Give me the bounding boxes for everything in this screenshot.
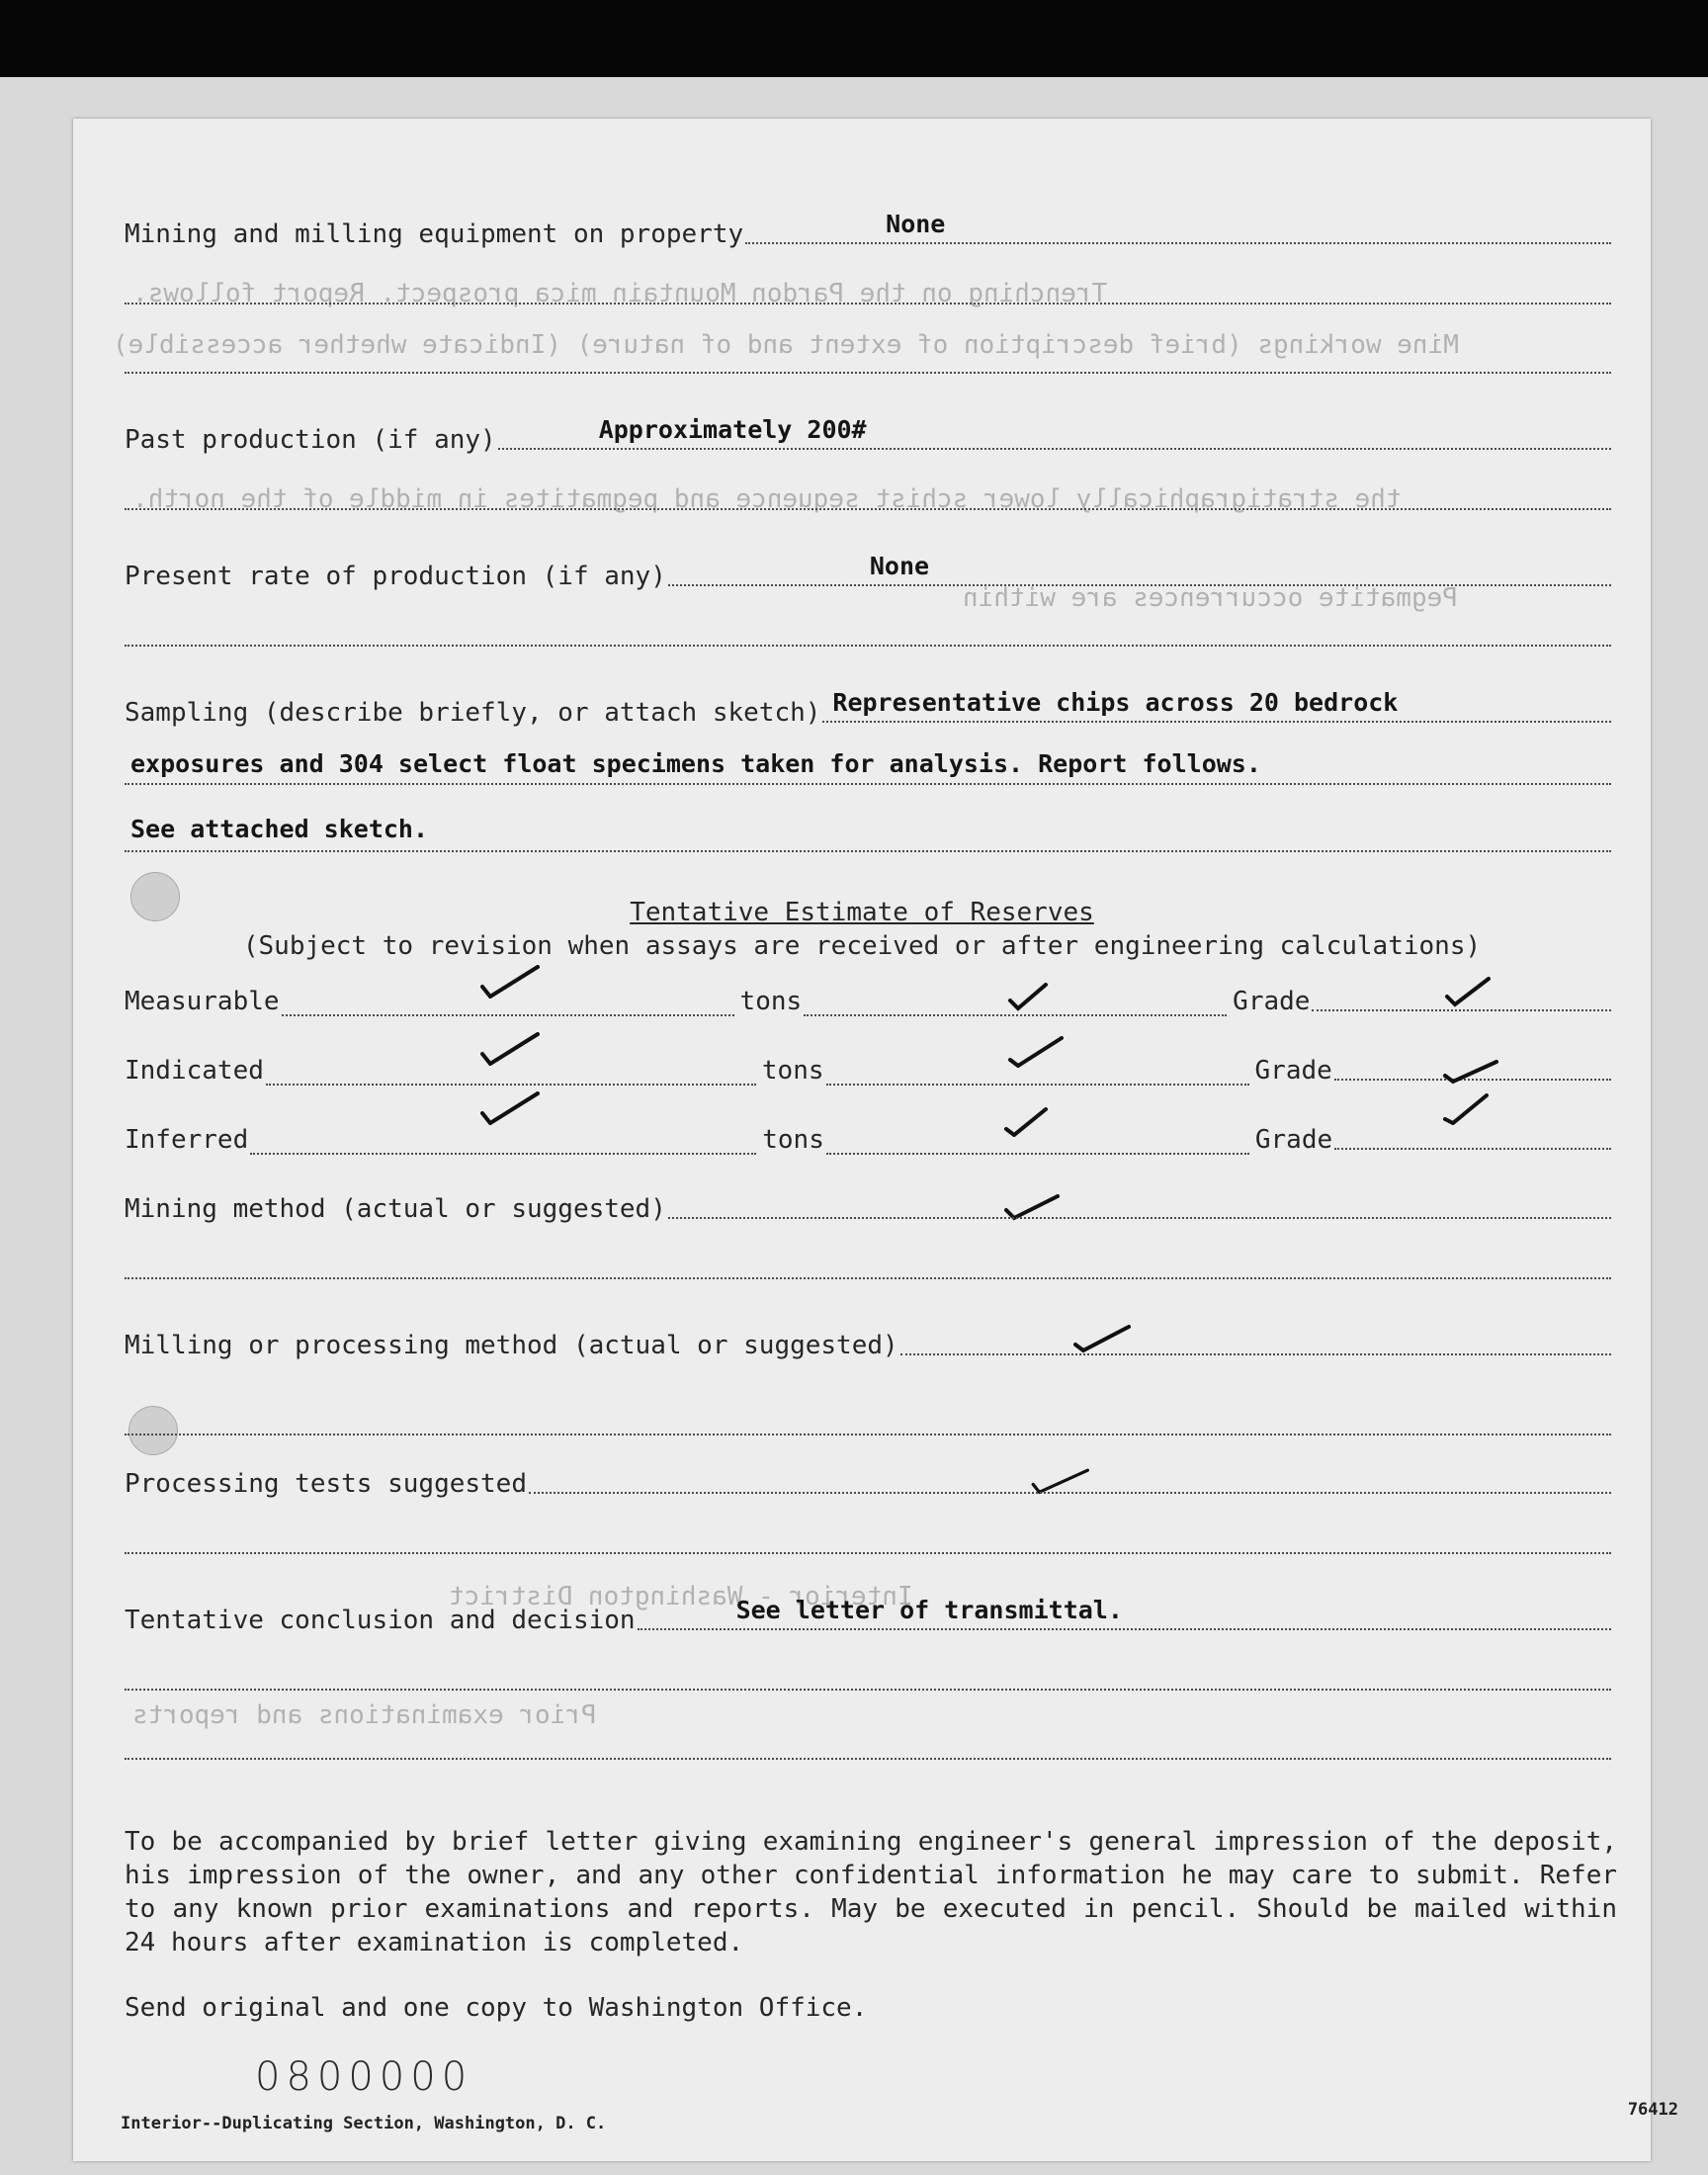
conclusion-row (125, 1596, 1611, 1635)
processing-tests-line[interactable] (529, 1490, 1611, 1494)
reserves-label: Measurable (125, 987, 280, 1016)
check-mark-icon (1002, 1103, 1062, 1137)
check-mark-icon (480, 1091, 540, 1125)
printer-line: Interior--Duplicating Section, Washington, D. C. (121, 2114, 607, 2133)
tons-label: tons (761, 1056, 824, 1086)
reserves-label: Indicated (125, 1056, 264, 1086)
check-mark-icon (1006, 979, 1066, 1012)
sampling-line[interactable] (822, 688, 1611, 723)
measurable-amount-line[interactable] (282, 1012, 734, 1016)
processing-tests-row (125, 1459, 1611, 1499)
sampling-label: Sampling (describe briefly, or attach sketch) (125, 698, 821, 728)
bleedthrough-text: Trenching on the Pardon Mountain mica prospect. Report follows. (132, 279, 1108, 308)
reserves-row-inferred (125, 1115, 1611, 1155)
blank-line (125, 850, 1611, 852)
sampling-row (125, 688, 1611, 728)
instructions-paragraph: To be accompanied by brief letter giving examining engineer's general impression of the deposit, his impression of the owner, and any other confidential information he may care to submit. Refer to any known prior examinations and reports. May be executed in pencil. Should be mailed within 24 hours after examination is completed. (125, 1827, 1617, 1958)
indicated-amount-line[interactable] (266, 1082, 756, 1086)
reserves-subtitle: (Subject to revision when assays are received or after engineering calculations) (242, 931, 1482, 961)
past-production-value: Approximately 200# (598, 415, 867, 444)
conclusion-line[interactable] (638, 1596, 1611, 1630)
present-rate-row (125, 552, 1611, 591)
milling-method-line[interactable] (900, 1351, 1611, 1355)
equipment-line[interactable] (745, 210, 1611, 244)
send-instruction: Send original and one copy to Washington Office. (125, 1993, 868, 2023)
blank-line (125, 508, 1611, 510)
processing-tests-label: Processing tests suggested (125, 1469, 527, 1499)
blank-line (125, 645, 1611, 647)
equipment-label: Mining and milling equipment on property (125, 219, 744, 249)
form-number: 76412 (1627, 2100, 1678, 2120)
indicated-tons-line[interactable] (826, 1082, 1249, 1086)
stamp-number: 0800000 (255, 2054, 473, 2100)
conclusion-value: See letter of transmittal. (735, 1596, 1123, 1624)
blank-line (125, 303, 1611, 304)
sampling-value-1: Representative chips across 20 bedrock (832, 688, 1399, 717)
reserves-title: Tentative Estimate of Reserves (630, 898, 1094, 927)
equipment-value: None (886, 210, 946, 238)
reserves-label: Inferred (125, 1125, 249, 1155)
milling-method-label: Milling or processing method (actual or suggested) (125, 1331, 898, 1360)
tons-label: tons (762, 1125, 824, 1155)
blank-line (125, 1277, 1611, 1279)
check-mark-icon (480, 1032, 540, 1066)
blank-line (125, 1689, 1611, 1691)
reserves-row-measurable (125, 977, 1611, 1016)
check-mark-icon (480, 965, 540, 999)
past-production-row (125, 415, 1611, 455)
mining-method-line[interactable] (668, 1215, 1611, 1219)
present-rate-line[interactable] (668, 552, 1611, 586)
blank-line (125, 1434, 1611, 1436)
mining-method-row (125, 1184, 1611, 1224)
mining-method-label: Mining method (actual or suggested) (125, 1194, 666, 1224)
reserves-row-indicated (125, 1046, 1611, 1086)
check-mark-icon (1443, 975, 1502, 1008)
blank-line (125, 1552, 1611, 1554)
sampling-value-3: See attached sketch. (130, 815, 429, 843)
check-mark-icon (1441, 1091, 1500, 1125)
scanner-black-band (0, 0, 1708, 77)
inferred-tons-line[interactable] (826, 1151, 1249, 1155)
grade-label: Grade (1254, 1125, 1333, 1155)
past-production-line[interactable] (498, 415, 1611, 450)
bleedthrough-text: Prior examinations and reports (132, 1700, 597, 1730)
bleedthrough-text: Interior - Washington District (449, 1582, 913, 1611)
tons-label: tons (739, 987, 803, 1016)
sampling-value-2: exposures and 304 select float specimens taken for analysis. Report follows. (130, 749, 1261, 778)
bleedthrough-text: Pegmatite occurrences are within (963, 583, 1458, 613)
past-production-label: Past production (if any) (125, 425, 496, 455)
measurable-tons-line[interactable] (804, 1012, 1227, 1016)
form-page (73, 119, 1651, 2161)
present-rate-value: None (869, 552, 930, 580)
check-mark-icon (1006, 1034, 1066, 1068)
blank-line (125, 1758, 1611, 1760)
conclusion-label: Tentative conclusion and decision (125, 1606, 636, 1635)
inferred-grade-line[interactable] (1334, 1146, 1611, 1150)
check-mark-icon (1441, 1052, 1500, 1086)
equipment-row (125, 210, 1611, 249)
punch-hole (128, 1406, 178, 1455)
blank-line (125, 783, 1611, 785)
bleedthrough-text: the stratigraphically lower schist sequence and pegmatites in middle of the north. (132, 484, 1402, 514)
inferred-amount-line[interactable] (250, 1151, 756, 1155)
bleedthrough-text: Mine workings (brief description of extent and of nature) (Indicate whether accessible) (113, 330, 1459, 360)
present-rate-label: Present rate of production (if any) (125, 562, 666, 591)
milling-method-row (125, 1321, 1611, 1360)
grade-label: Grade (1254, 1056, 1332, 1086)
blank-line (125, 372, 1611, 374)
grade-label: Grade (1233, 987, 1311, 1016)
